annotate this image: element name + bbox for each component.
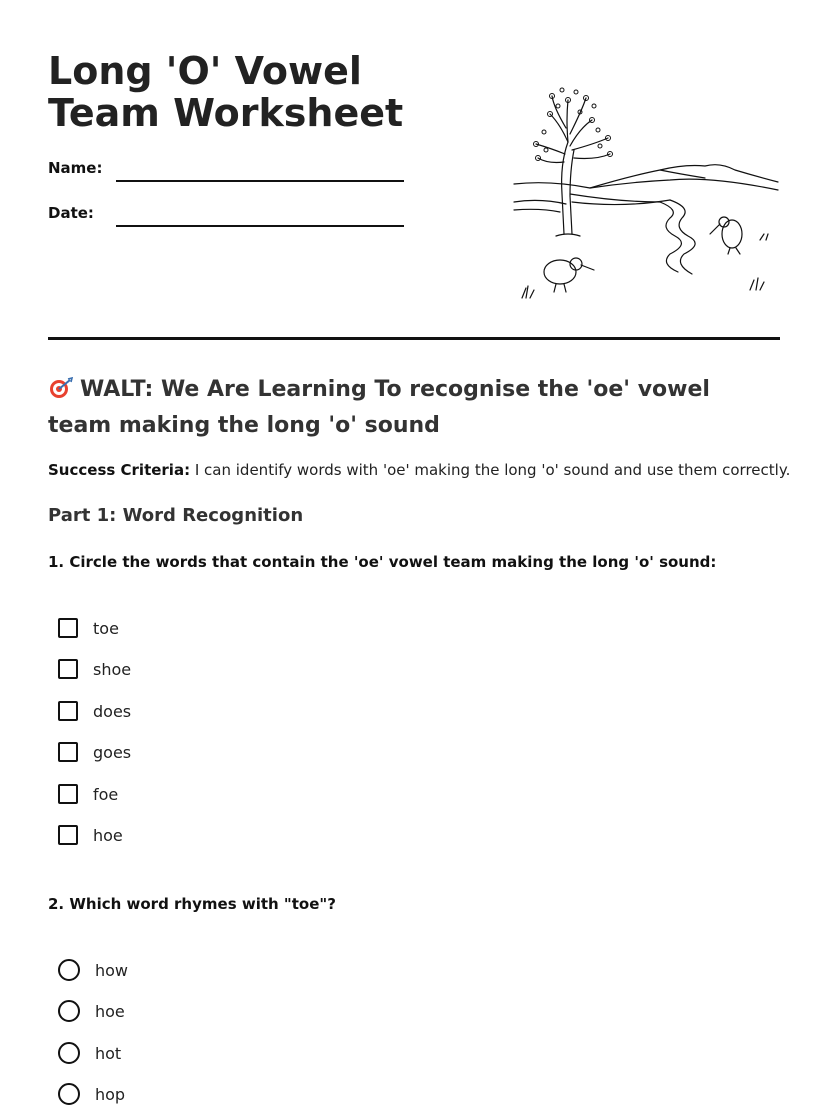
checkbox[interactable] bbox=[58, 618, 78, 638]
option-label: goes bbox=[93, 742, 132, 762]
question-2: 2. Which word rhymes with "toe"? bbox=[48, 895, 336, 913]
option-label: hop bbox=[95, 1084, 126, 1104]
q2-option-hoe[interactable] bbox=[58, 998, 125, 1024]
q1-option-foe[interactable] bbox=[58, 781, 118, 807]
date-field[interactable] bbox=[116, 225, 404, 227]
radio-button[interactable] bbox=[58, 1042, 80, 1064]
target-icon bbox=[48, 377, 74, 399]
option-label: hot bbox=[95, 1043, 122, 1063]
q1-option-toe[interactable] bbox=[58, 615, 119, 641]
q1-option-hoe[interactable] bbox=[58, 822, 123, 848]
checkbox[interactable] bbox=[58, 742, 78, 762]
q2-option-hop[interactable] bbox=[58, 1081, 125, 1107]
name-field[interactable] bbox=[116, 180, 404, 182]
option-label: shoe bbox=[93, 659, 132, 679]
option-label: hoe bbox=[95, 1001, 125, 1021]
q1-option-goes[interactable] bbox=[58, 739, 131, 765]
checkbox[interactable] bbox=[58, 825, 78, 845]
date-label: Date: bbox=[48, 204, 94, 222]
q1-option-shoe[interactable] bbox=[58, 656, 131, 682]
checkbox[interactable] bbox=[58, 701, 78, 721]
page-title: Long 'O' Vowel Team Worksheet bbox=[48, 49, 404, 135]
q1-option-does[interactable] bbox=[58, 698, 131, 724]
success-criteria-label: Success Criteria: bbox=[48, 461, 191, 479]
walt-heading bbox=[48, 372, 748, 444]
part1-heading: Part 1: Word Recognition bbox=[48, 505, 304, 526]
radio-button[interactable] bbox=[58, 959, 80, 981]
option-label: how bbox=[95, 960, 129, 980]
radio-button[interactable] bbox=[58, 1083, 80, 1105]
checkbox[interactable] bbox=[58, 659, 78, 679]
question-1: 1. Circle the words that contain the 'oe' vowel team making the long 'o' sound: bbox=[48, 553, 717, 571]
success-criteria-text: I can identify words with 'oe' making the long 'o' sound and use them correctly. bbox=[194, 461, 791, 479]
radio-button[interactable] bbox=[58, 1000, 80, 1022]
success-criteria bbox=[48, 461, 790, 479]
walt-text: WALT: We Are Learning To recognise the 'oe' vowel team making the long 'o' sound bbox=[48, 377, 710, 438]
option-label: hoe bbox=[93, 825, 123, 845]
landscape-illustration bbox=[510, 84, 780, 320]
q2-option-hot[interactable] bbox=[58, 1040, 121, 1066]
option-label: does bbox=[93, 701, 132, 721]
checkbox[interactable] bbox=[58, 784, 78, 804]
option-label: toe bbox=[93, 618, 119, 638]
name-label: Name: bbox=[48, 159, 103, 177]
option-label: foe bbox=[93, 784, 119, 804]
section-divider bbox=[48, 337, 780, 340]
q2-option-how[interactable] bbox=[58, 957, 128, 983]
